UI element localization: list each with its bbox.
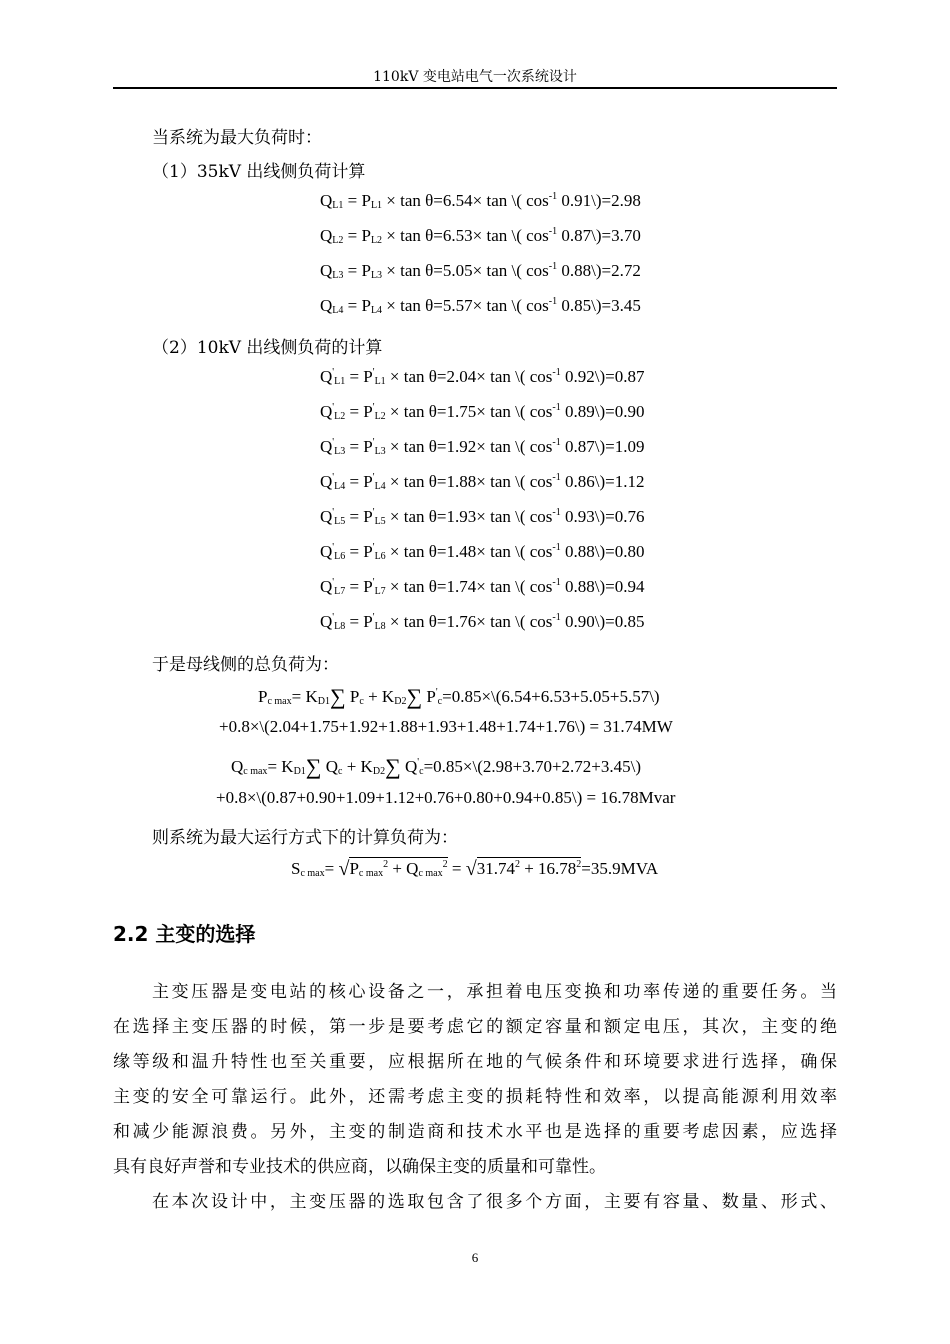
reactive-load-equation: $Q'_{L4} = P'_{L4} \times \tan \theta=1.88\times \tan$ \( $\cos^{-1}$ 0.86\)=1.12 bbox=[320, 472, 645, 492]
reactive-load-equation: $Q'_{L5} = P'_{L5} \times \tan \theta=1.93\times \tan$ \( $\cos^{-1}$ 0.93\)=0.76 bbox=[320, 507, 645, 527]
paragraph-line: 主变的安全可靠运行。此外，还需考虑主变的损耗特性和效率，以提高能源利用效率 bbox=[113, 1087, 837, 1107]
paragraph-2 bbox=[113, 1185, 837, 1220]
q-max-equation-line2: +0.8×\(0.87+0.90+1.09+1.12+0.76+0.80+0.94+0.85\) = 16.78Mvar bbox=[216, 788, 676, 807]
section-heading: 2.2 主变的选择 bbox=[113, 922, 256, 946]
reactive-load-equation: $Q_{L4} = P_{L4} \times \tan \theta=5.57\times \tan$ \( $\cos^{-1}$ 0.85\)=3.45 bbox=[320, 296, 641, 316]
paragraph-1 bbox=[113, 975, 837, 1185]
calc-load-line: 则系统为最大运行方式下的计算负荷为： bbox=[152, 828, 458, 848]
section1-heading: （1）35kV 出线侧负荷计算 bbox=[152, 162, 366, 182]
running-header: 110kV 变电站电气一次系统设计 bbox=[373, 69, 577, 85]
q-max-equation: $Q_{c max}= K_{D1}\sum$ $Q_c + K_{D2}\sum$ $Q'_c=0.85\times\backslash(2.98+3.70+2.72+3.45\backslash)$ bbox=[231, 754, 642, 779]
paragraph-line: 缘等级和温升特性也至关重要，应根据所在地的气候条件和环境要求进行选择，确保 bbox=[113, 1052, 837, 1072]
reactive-load-equation: $Q'_{L1} = P'_{L1} \times \tan \theta=2.04\times \tan$ \( $\cos^{-1}$ 0.92\)=0.87 bbox=[320, 367, 645, 387]
reactive-load-equation: $Q'_{L2} = P'_{L2} \times \tan \theta=1.75\times \tan$ \( $\cos^{-1}$ 0.89\)=0.90 bbox=[320, 402, 645, 422]
reactive-load-equation: $Q'_{L3} = P'_{L3} \times \tan \theta=1.92\times \tan$ \( $\cos^{-1}$ 0.87\)=1.09 bbox=[320, 437, 645, 457]
paragraph-line: 具有良好声誉和专业技术的供应商，以确保主变的质量和可靠性。 bbox=[113, 1157, 606, 1177]
s-max-equation: $S_{c max}= √P_{c max}^2 + Q_{c max}^2 = √31.74^2 + 16.78^2=35.9MVA$ bbox=[291, 858, 659, 880]
header-rule bbox=[113, 87, 837, 89]
section2-heading: （2）10kV 出线侧负荷的计算 bbox=[152, 338, 383, 358]
intro-line: 当系统为最大负荷时： bbox=[152, 128, 322, 148]
reactive-load-equation: $Q_{L3} = P_{L3} \times \tan \theta=5.05\times \tan$ \( $\cos^{-1}$ 0.88\)=2.72 bbox=[320, 261, 641, 281]
p-max-equation: $P_{c max}= K_{D1}\sum$ $P_c + K_{D2}\sum$ $P'_c=0.85\times\backslash(6.54+6.53+5.05+5.57\backslash)$ bbox=[258, 684, 660, 709]
reactive-load-equation: $Q'_{L8} = P'_{L8} \times \tan \theta=1.76\times \tan$ \( $\cos^{-1}$ 0.90\)=0.85 bbox=[320, 612, 645, 632]
paragraph-line: 在选择主变压器的时候，第一步是要考虑它的额定容量和额定电压，其次，主变的绝 bbox=[113, 1017, 837, 1037]
reactive-load-equation: $Q_{L2} = P_{L2} \times \tan \theta=6.53\times \tan$ \( $\cos^{-1}$ 0.87\)=3.70 bbox=[320, 226, 641, 246]
p-max-equation-line2: +0.8×\(2.04+1.75+1.92+1.88+1.93+1.48+1.74+1.76\) = 31.74MW bbox=[219, 717, 673, 736]
paragraph-line: 主变压器是变电站的核心设备之一，承担着电压变换和功率传递的重要任务。当 bbox=[152, 982, 837, 1002]
p-max-sub: c max bbox=[267, 696, 292, 707]
reactive-load-equation: $Q'_{L6} = P'_{L6} \times \tan \theta=1.48\times \tan$ \( $\cos^{-1}$ 0.88\)=0.80 bbox=[320, 542, 645, 562]
reactive-load-equation: $Q'_{L7} = P'_{L7} \times \tan \theta=1.74\times \tan$ \( $\cos^{-1}$ 0.88\)=0.94 bbox=[320, 577, 645, 597]
paragraph-line: 和减少能源浪费。另外，主变的制造商和技术水平也是选择的重要考虑因素，应选择 bbox=[113, 1122, 837, 1142]
page-number: 6 bbox=[471, 1250, 479, 1265]
paragraph-line: 在本次设计中，主变压器的选取包含了很多个方面，主要有容量、数量、形式、 bbox=[152, 1192, 837, 1212]
bus-total-line: 于是母线侧的总负荷为： bbox=[152, 655, 339, 675]
reactive-load-equation: $Q_{L1} = P_{L1} \times \tan \theta=6.54\times \tan$ \( $\cos^{-1}$ 0.91\)=2.98 bbox=[320, 191, 641, 211]
